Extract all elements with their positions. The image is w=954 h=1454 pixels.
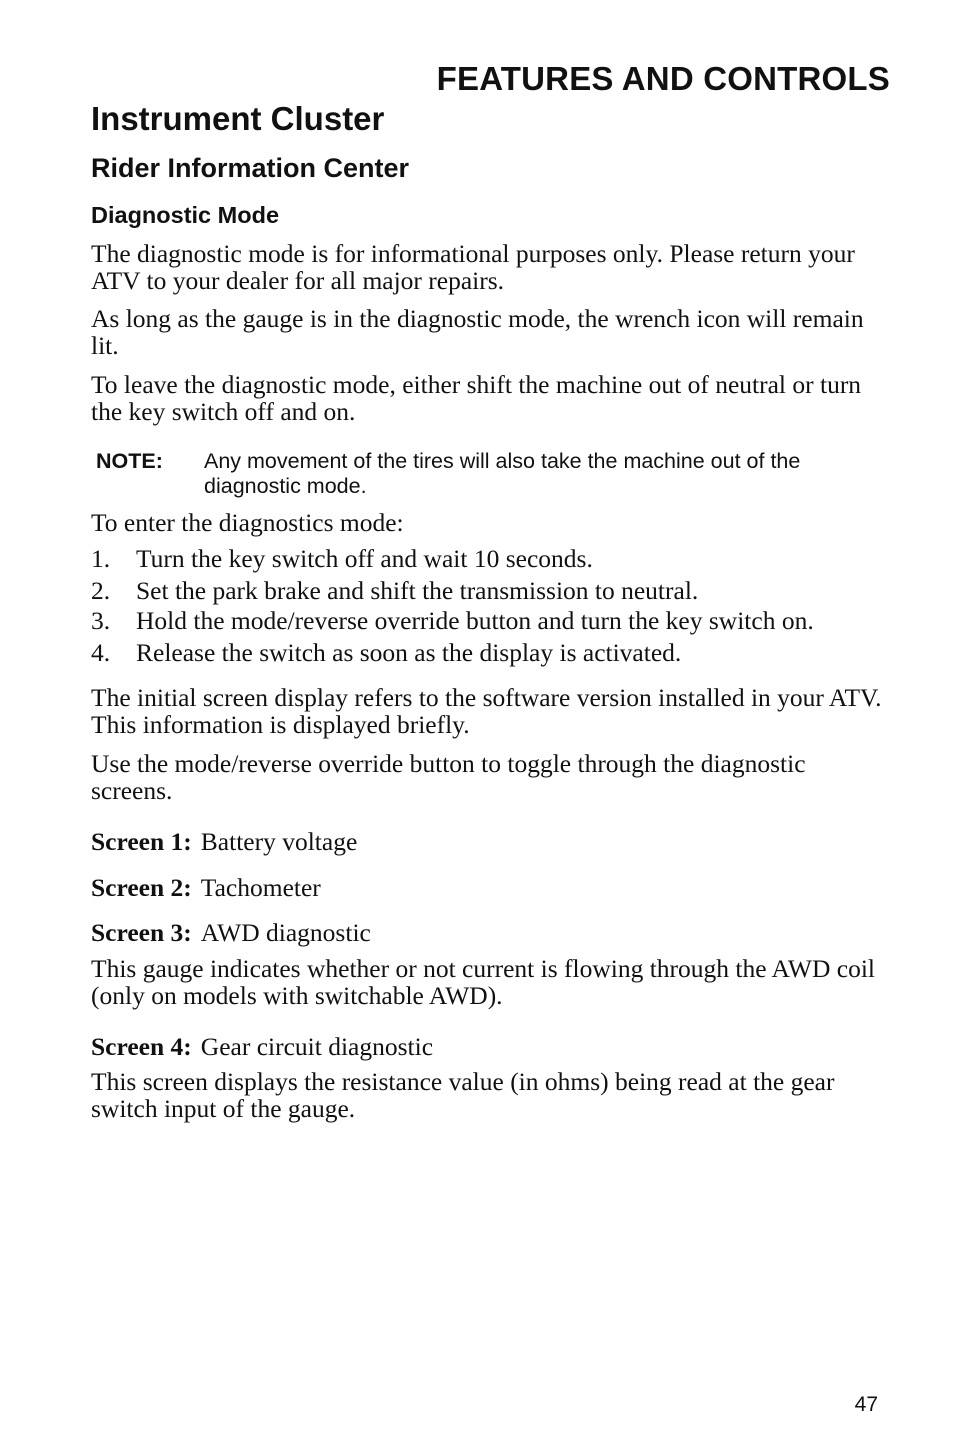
paragraph-purpose: The diagnostic mode is for informational purposes only. Please return your ATV to your dealer for all major repairs.: [91, 239, 855, 295]
list-item-number: 3.: [91, 606, 111, 635]
screen-text: Battery voltage: [200, 827, 358, 856]
list-item-text: Hold the mode/reverse override button and turn the key switch on.: [136, 606, 814, 635]
screen-text: AWD diagnostic: [200, 918, 371, 947]
paragraph-toggle-screens: Use the mode/reverse override button to toggle through the diagnostic screens.: [91, 749, 806, 805]
screen-entry-3: [91, 919, 371, 946]
screen-text: Gear circuit diagnostic: [200, 1032, 434, 1061]
screen-label: Screen 2:: [91, 873, 192, 902]
topic-title: Diagnostic Mode: [91, 202, 280, 228]
paragraph-screen-4: This screen displays the resistance value (in ohms) being read at the gear switch input of the gauge.: [91, 1067, 835, 1123]
paragraph-initial-screen: The initial screen display refers to the software version installed in your ATV. This information is displayed briefly.: [91, 683, 882, 739]
screen-label: Screen 1:: [91, 827, 192, 856]
page-number: 47: [854, 1393, 878, 1416]
paragraph-wrench-icon: As long as the gauge is in the diagnostic mode, the wrench icon will remain lit.: [91, 304, 864, 360]
list-item-text: Release the switch as soon as the display is activated.: [136, 638, 682, 667]
screen-entry-2: [91, 874, 321, 901]
screen-label: Screen 3:: [91, 918, 192, 947]
page-title: Instrument Cluster: [91, 100, 385, 137]
note-label: NOTE:: [96, 449, 163, 473]
list-item-number: 4.: [91, 638, 111, 667]
section-title: FEATURES AND CONTROLS: [436, 60, 890, 97]
screen-entry-1: [91, 828, 357, 855]
list-item-number: 1.: [91, 544, 111, 573]
list-item-text: Turn the key switch off and wait 10 seconds.: [136, 544, 593, 573]
note-text: Any movement of the tires will also take the machine out of the diagnostic mode.: [204, 449, 801, 498]
list-item-number: 2.: [91, 576, 111, 605]
enter-intro: To enter the diagnostics mode:: [91, 508, 404, 537]
screen-label: Screen 4:: [91, 1032, 192, 1061]
subsection-title: Rider Information Center: [91, 153, 410, 183]
screen-entry-4: [91, 1033, 433, 1060]
paragraph-leave-mode: To leave the diagnostic mode, either shift the machine out of neutral or turn the key switch off and on.: [91, 370, 862, 426]
paragraph-screen-3: This gauge indicates whether or not current is flowing through the AWD coil (only on models with switchable AWD).: [91, 954, 876, 1010]
screen-text: Tachometer: [200, 873, 321, 902]
list-item-text: Set the park brake and shift the transmission to neutral.: [136, 576, 699, 605]
